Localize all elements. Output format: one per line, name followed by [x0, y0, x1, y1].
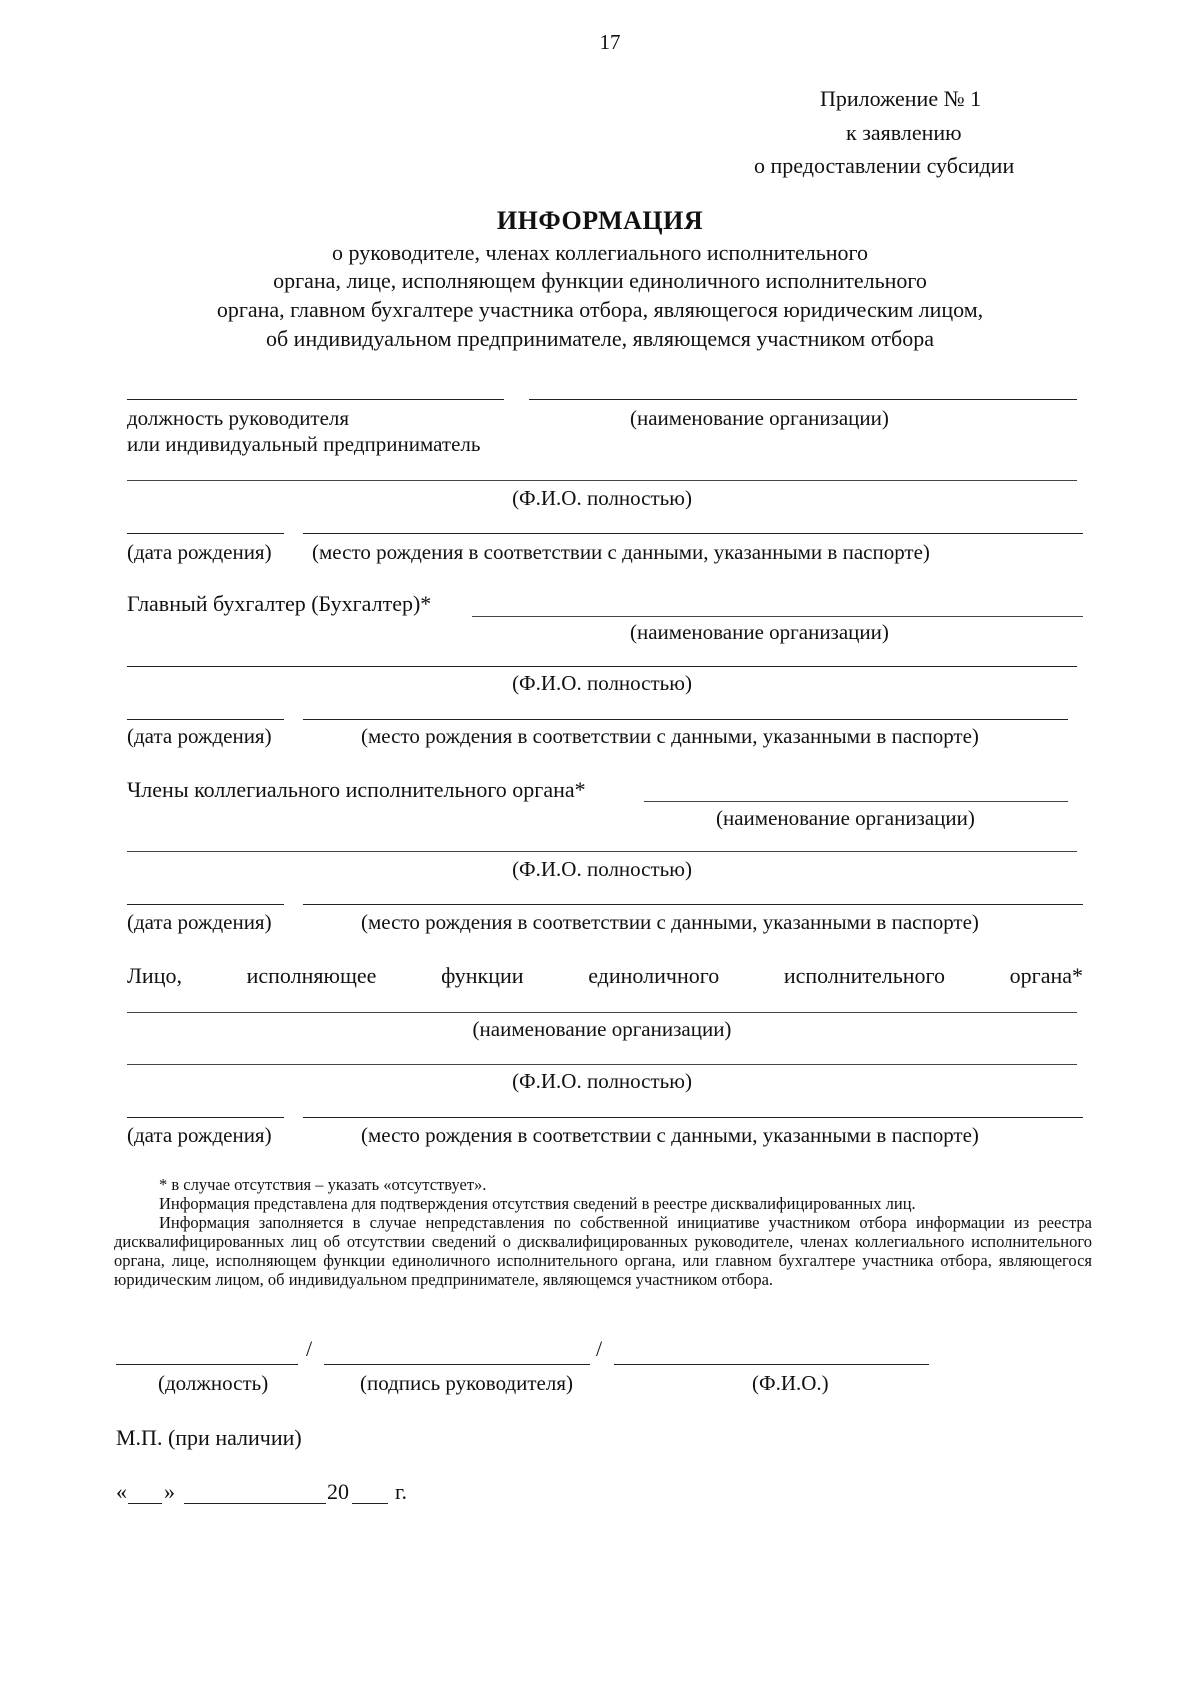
fio-caption: (Ф.И.О.) — [752, 1371, 829, 1395]
date-close-quote: » — [164, 1479, 175, 1504]
birth-place-field[interactable] — [303, 719, 1068, 720]
full-name-label: (Ф.И.О. полностью) — [512, 671, 692, 695]
position-head-field[interactable] — [127, 399, 504, 400]
full-name-label: (Ф.И.О. полностью) — [512, 486, 692, 510]
birth-place-label: (место рождения в соответствии с данными, указанными в паспорте) — [312, 540, 930, 564]
position-signature-field[interactable] — [116, 1364, 298, 1365]
entrepreneur-label: или индивидуальный предприниматель — [127, 432, 481, 456]
organization-name-field[interactable] — [529, 399, 1077, 400]
sole-executive-word: исполняющее — [246, 963, 377, 988]
sole-executive-word: Лицо, — [127, 963, 182, 988]
day-field[interactable] — [128, 1503, 162, 1504]
signature-field[interactable] — [324, 1364, 590, 1365]
birth-place-field[interactable] — [303, 1117, 1083, 1118]
position-head-label: должность руководителя — [127, 406, 350, 430]
full-name-label: (Ф.И.О. полностью) — [512, 857, 692, 881]
organization-name-label: (наименование организации) — [630, 406, 889, 430]
organization-name-label: (наименование организации) — [472, 1017, 732, 1041]
birth-place-label: (место рождения в соответствии с данными, указанными в паспорте) — [361, 724, 979, 748]
title-line-2: органа, лице, исполняющем функции единоличного исполнительного — [273, 268, 927, 293]
full-name-field[interactable] — [127, 480, 1077, 481]
fio-signature-field[interactable] — [614, 1364, 929, 1365]
birth-place-label: (место рождения в соответствии с данными, указанными в паспорте) — [361, 1123, 979, 1147]
chief-accountant-org-field[interactable] — [472, 616, 1083, 617]
year-field[interactable] — [352, 1503, 388, 1504]
footnotes — [114, 1175, 1092, 1289]
sole-executive-word: исполнительного — [783, 963, 946, 988]
sole-executive-word: функции — [441, 963, 524, 988]
birth-date-label: (дата рождения) — [127, 910, 272, 934]
month-field[interactable] — [184, 1503, 326, 1504]
birth-date-label: (дата рождения) — [127, 1123, 272, 1147]
year-prefix: 20 — [327, 1479, 349, 1504]
slash-separator: / — [596, 1336, 603, 1361]
organization-name-label: (наименование организации) — [716, 806, 975, 830]
slash-separator: / — [306, 1336, 313, 1361]
sole-executive-word: органа* — [1009, 963, 1083, 988]
birth-date-field[interactable] — [127, 904, 284, 905]
position-caption: (должность) — [158, 1371, 269, 1395]
sole-executive-org-field[interactable] — [127, 1012, 1077, 1013]
year-suffix: г. — [395, 1479, 408, 1504]
sole-executive-word: единоличного — [588, 963, 720, 988]
stamp-label: М.П. (при наличии) — [116, 1425, 302, 1450]
page-number: 17 — [599, 30, 621, 54]
birth-date-field[interactable] — [127, 533, 284, 534]
birth-place-field[interactable] — [303, 533, 1083, 534]
footnote-absence: * в случае отсутствия – указать «отсутствует». — [159, 1175, 487, 1194]
board-members-org-field[interactable] — [644, 801, 1068, 802]
footnote-filling: Информация заполняется в случае непредставления по собственной инициативе участником отбора информации из реестра дисквалифицированных лиц об отсутствии сведений о дисквалифицированных руководителе, членах коллегиального исполнительного органа, лице, исполняющем функции единоличного исполнительного органа, или главном бухгалтере участника отбора, являющегося юридическим лицом, об индивидуальном предпринимателе, являющемся участником отбора. — [114, 1213, 1092, 1289]
appendix-line-1: Приложение № 1 — [820, 86, 982, 111]
birth-place-label: (место рождения в соответствии с данными, указанными в паспорте) — [361, 910, 979, 934]
appendix-line-2: к заявлению — [846, 120, 962, 145]
birth-date-field[interactable] — [127, 719, 284, 720]
sole-executive-label — [127, 963, 1083, 989]
birth-date-field[interactable] — [127, 1117, 284, 1118]
birth-date-label: (дата рождения) — [127, 540, 272, 564]
title-line-4: об индивидуальном предпринимателе, являющемся участником отбора — [265, 326, 934, 351]
title-line-3: органа, главном бухгалтере участника отбора, являющегося юридическим лицом, — [216, 297, 984, 322]
organization-name-label: (наименование организации) — [630, 620, 889, 644]
footnote-purpose: Информация представлена для подтверждения отсутствия сведений в реестре дисквалифицированных лиц. — [159, 1194, 916, 1213]
appendix-line-3: о предоставлении субсидии — [754, 153, 1015, 178]
full-name-field[interactable] — [127, 666, 1077, 667]
title-line-1: о руководителе, членах коллегиального исполнительного — [331, 240, 869, 265]
date-open-quote: « — [116, 1479, 127, 1504]
full-name-label: (Ф.И.О. полностью) — [512, 1069, 692, 1093]
birth-place-field[interactable] — [303, 904, 1083, 905]
board-members-label: Члены коллегиального исполнительного органа* — [127, 777, 586, 802]
birth-date-label: (дата рождения) — [127, 724, 272, 748]
signature-caption: (подпись руководителя) — [360, 1371, 574, 1395]
full-name-field[interactable] — [127, 1064, 1077, 1065]
chief-accountant-label: Главный бухгалтер (Бухгалтер)* — [127, 591, 432, 616]
full-name-field[interactable] — [127, 851, 1077, 852]
document-heading: ИНФОРМАЦИЯ — [496, 206, 704, 235]
